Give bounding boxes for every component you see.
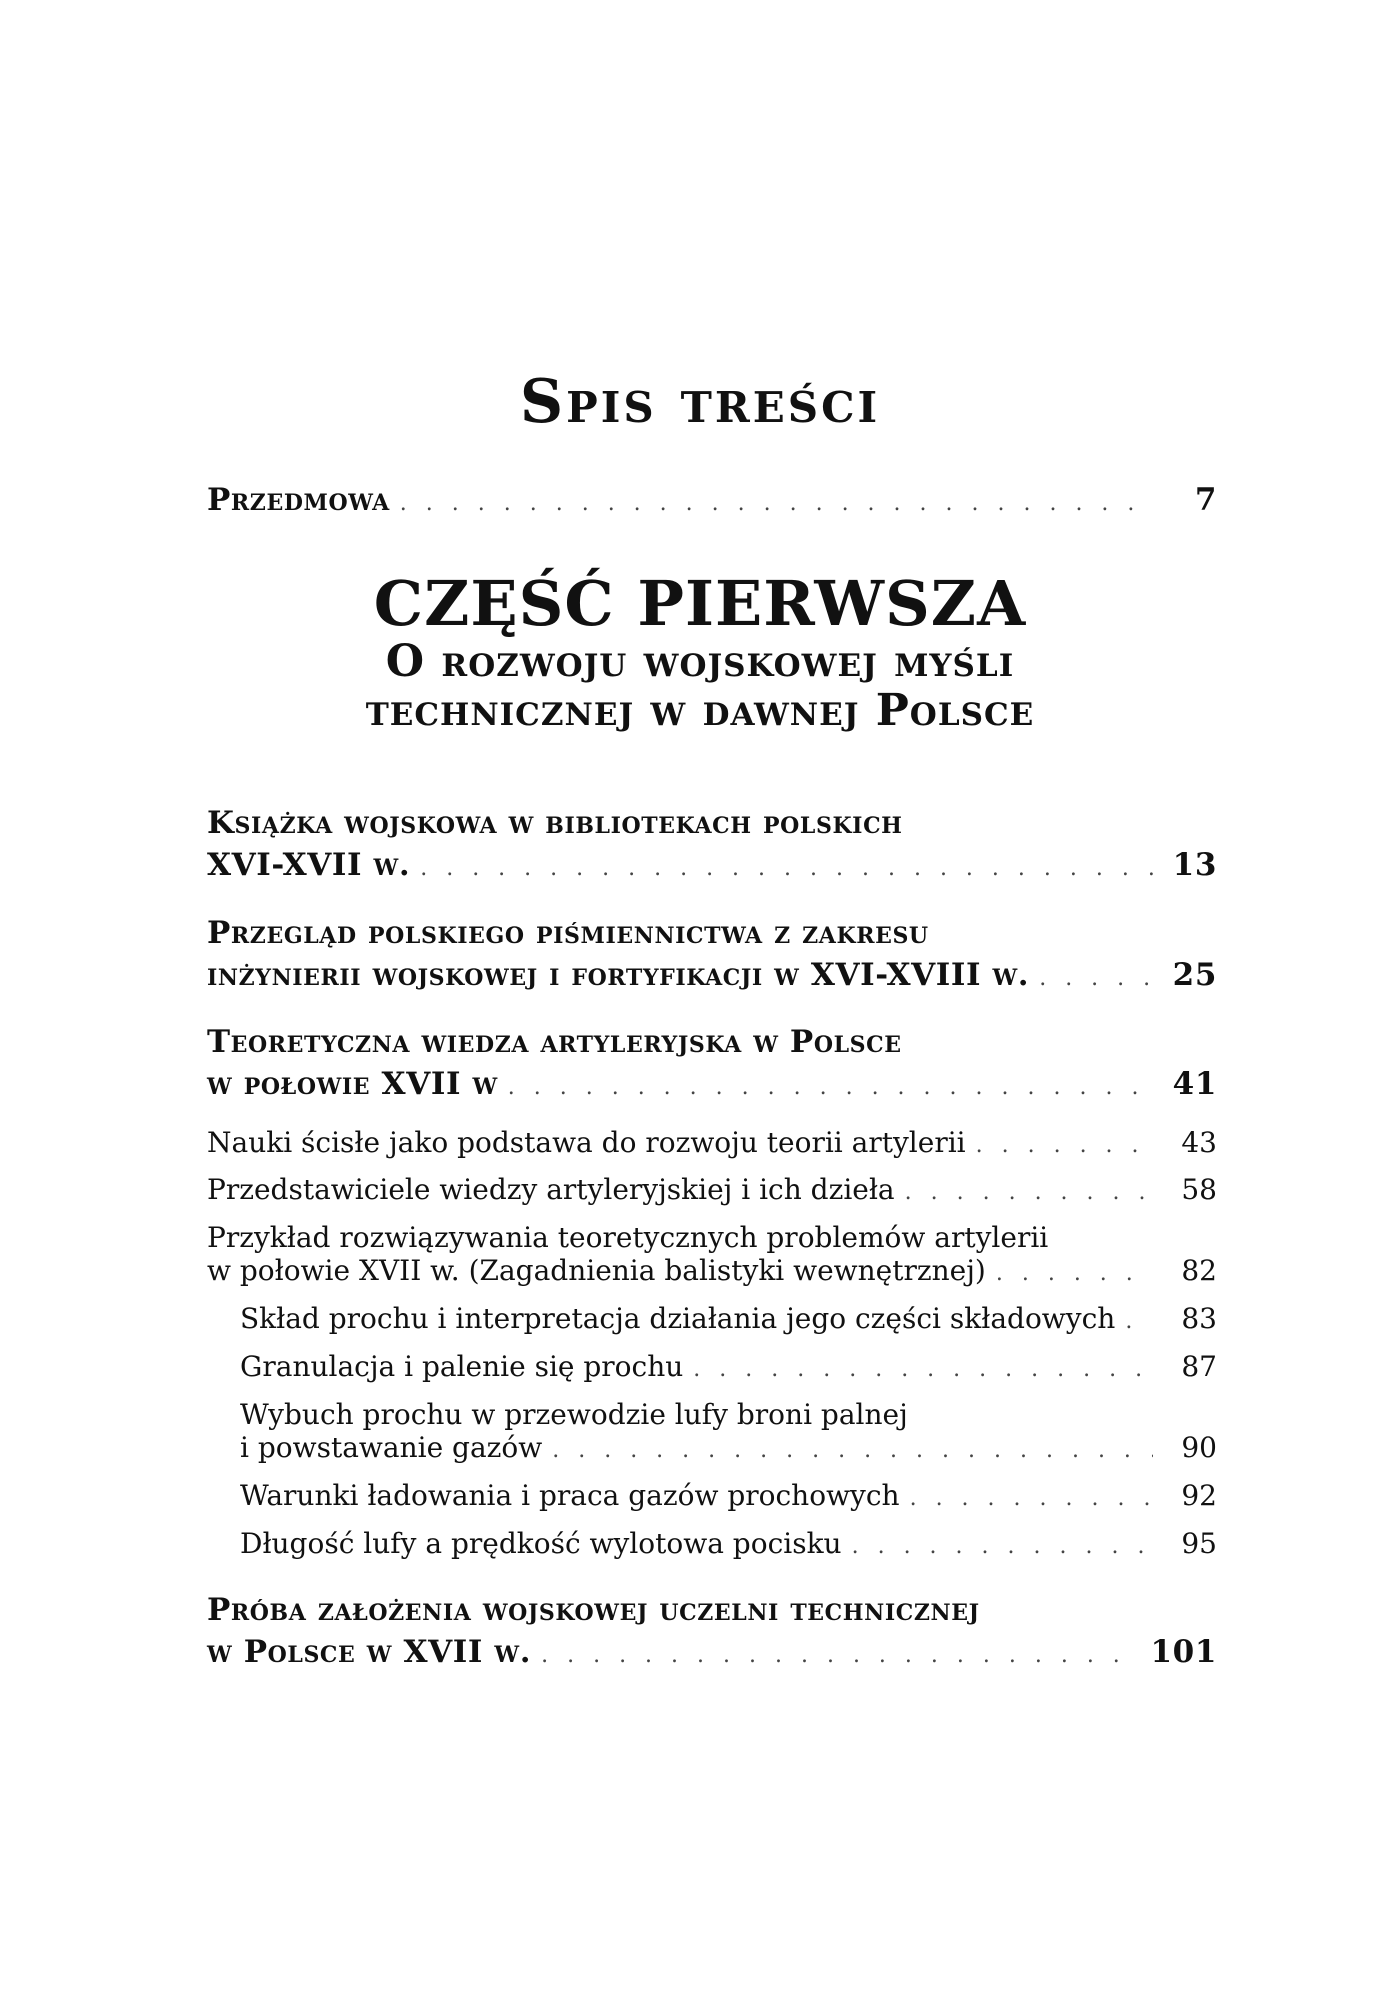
toc-entry-label: Długość lufy a prędkość wylotowa pocisku [240,1527,842,1560]
toc-entry[interactable] [207,1066,1217,1102]
leader-dots [910,1488,1153,1510]
toc-title: Spis treści [519,367,881,437]
toc-entry[interactable] [207,1254,1217,1287]
toc-entry[interactable] [207,957,1217,993]
toc-entry-page: 13 [1172,847,1217,883]
leader-dots [400,493,1153,515]
leader-dots [1125,1311,1153,1333]
toc-entry-label: Przedmowa [207,482,390,518]
toc-entry[interactable] [240,1431,1217,1464]
toc-entry-page: 41 [1172,1066,1217,1102]
toc-entry-page: 90 [1181,1431,1217,1464]
leader-dots [976,1135,1153,1157]
toc-entry-line2: XVI-XVII w. [207,847,411,883]
toc-entry[interactable] [207,847,1217,883]
toc-entry-line2: i powstawanie gazów [240,1431,543,1464]
toc-entry-line2: w połowie XVII w [207,1066,498,1102]
toc-entry-line1: Próba założenia wojskowej uczelni technicznej [207,1592,980,1628]
toc-entry-line1: Teoretyczna wiedza artyleryjska w Polsce [207,1024,902,1060]
toc-entry[interactable] [240,1527,1217,1560]
leader-dots [996,1263,1153,1285]
toc-entry[interactable] [240,1479,1217,1512]
toc-entry[interactable] [240,1302,1217,1335]
toc-entry-line2: w połowie XVII w. (Zagadnienia balistyki wewnętrznej) [207,1254,986,1287]
toc-entry[interactable] [207,1126,1217,1159]
toc-entry-line1: Przegląd polskiego piśmiennictwa z zakresu [207,915,929,951]
part-subtitle-line1: O rozwoju wojskowej myśli [385,636,1015,688]
leader-dots [1039,968,1153,990]
toc-entry-page: 82 [1181,1254,1217,1287]
toc-entry-page: 101 [1150,1634,1217,1670]
toc-entry-label: Warunki ładowania i praca gazów prochowych [240,1479,900,1512]
toc-entry-line1: Książka wojskowa w bibliotekach polskich [207,805,903,841]
toc-entry-page: 95 [1181,1527,1217,1560]
toc-entry-page: 83 [1181,1302,1217,1335]
leader-dots [541,1645,1136,1667]
toc-entry-label: Nauki ścisłe jako podstawa do rozwoju teorii artylerii [207,1126,966,1159]
leader-dots [905,1182,1153,1204]
toc-entry[interactable] [207,1173,1217,1206]
toc-entry-line1: Wybuch prochu w przewodzie lufy broni palnej [240,1398,908,1431]
toc-entry-line2: inżynierii wojskowej i fortyfikacji w XVI-XVIII w. [207,957,1030,993]
leader-dots [552,1440,1153,1462]
leader-dots [420,858,1153,880]
toc-entry-page: 92 [1181,1479,1217,1512]
part-subtitle-line2: technicznej w dawnej Polsce [365,684,1035,736]
leader-dots [693,1359,1153,1381]
toc-entry-label: Granulacja i palenie się prochu [240,1350,684,1383]
toc-entry[interactable] [207,1634,1217,1670]
toc-entry-label: Przedstawiciele wiedzy artyleryjskiej i ich dzieła [207,1173,895,1206]
toc-entry-line2: w Polsce w XVII w. [207,1634,532,1670]
toc-entry-label: Skład prochu i interpretacja działania jego części składowych [240,1302,1116,1335]
toc-entry-page: 58 [1181,1173,1217,1206]
leader-dots [852,1536,1153,1558]
part-title: CZĘŚĆ PIERWSZA [373,567,1027,640]
toc-entry[interactable] [240,1350,1217,1383]
toc-entry-page: 87 [1181,1350,1217,1383]
part-heading [0,567,1400,736]
toc-entry-line1: Przykład rozwiązywania teoretycznych problemów artylerii [207,1221,1049,1254]
toc-entry-page: 25 [1172,957,1217,993]
leader-dots [508,1077,1153,1099]
toc-entry-page: 7 [1194,482,1217,518]
toc-entry-preface[interactable] [207,482,1217,518]
toc-entry-page: 43 [1181,1126,1217,1159]
